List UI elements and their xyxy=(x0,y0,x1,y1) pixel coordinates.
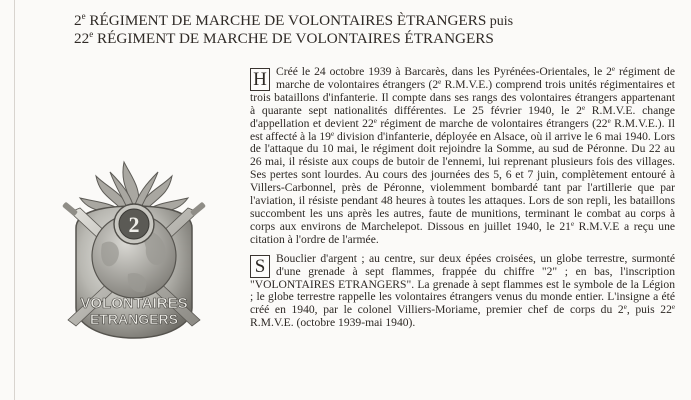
insignia-text-line-1: VOLONTAIRES xyxy=(80,295,188,312)
insignia-text-line-2: ETRANGERS xyxy=(90,311,178,327)
page-title xyxy=(74,12,674,47)
title-line-1: 2e RÉGIMENT DE MARCHE DE VOLONTAIRES ÈTRANGERS puis xyxy=(74,11,514,29)
title-line-2: 22e RÉGIMENT DE MARCHE DE VOLONTAIRES ÉTRANGERS xyxy=(74,29,494,47)
regiment-insignia xyxy=(36,148,232,344)
symbol-paragraph: S Bouclier d'argent ; au centre, sur deux épées croisées, un globe terrestre, surmonté d'une grenade à sept flammes, frappée du chiffre "2" ; en bas, l'inscription "VOLONTAIRES ETRANGERS". La grenade à sept flammes est le symbole de la Légion ; le globe terrestre rappelle les volontaires étrangers venus du monde entier. L'insigne a été créé en 1940, par le colonel Villiers-Moriame, premier chef de corps du 2e, puis 22e R.M.V.E. (octobre 1939-mai 1940). xyxy=(250,251,675,330)
insignia-image xyxy=(36,148,232,344)
insignia-number: 2 xyxy=(128,212,140,237)
page-edge-rule xyxy=(14,0,15,400)
text-column xyxy=(250,66,675,330)
dropcap-s: S xyxy=(250,255,270,278)
history-paragraph: H Créé le 24 octobre 1939 à Barcarès, dans les Pyrénées-Orientales, le 2e régiment de marche de volontaires étrangers (2e R.M.V.E.) comprend trois unités régimentaires et trois bataillons d'infanterie. Il compte dans ses rangs des volontaires étrangers appartenant à quarante sept nationalités différentes. Le 25 février 1940, le 2e R.M.V.E. change d'appellation et devient 22e régiment de marche de volontaires étrangers (22e R.M.V.E.). Il est affecté à la 19e division d'infanterie, déployée en Alsace, où il arrive le 6 mai 1940. Lors de l'attaque du 10 mai, le régiment doit rejoindre la Somme, au sud de Péronne. Du 22 au 26 mai, il résiste aux coups de butoir de l'ennemi, lui reprenant plusieurs fois des villages. Ses pertes sont lourdes. Au cours des journées des 5, 6 et 7 juin, complètement entouré à Villers-Carbonnel, près de Péronne, violemment bombardé tant par l'artillerie que par l'aviation, il résiste pendant 48 heures à toutes les attaques. Lors de son repli, les bataillons succombent les uns après les autres, faute de munitions, terminant le combat au corps à corps aux environs de Marchelepot. Dissous en juillet 1940, le 21e R.M.V.E a reçu une citation à l'ordre de l'armée. xyxy=(250,65,676,246)
dropcap-h: H xyxy=(250,68,270,91)
